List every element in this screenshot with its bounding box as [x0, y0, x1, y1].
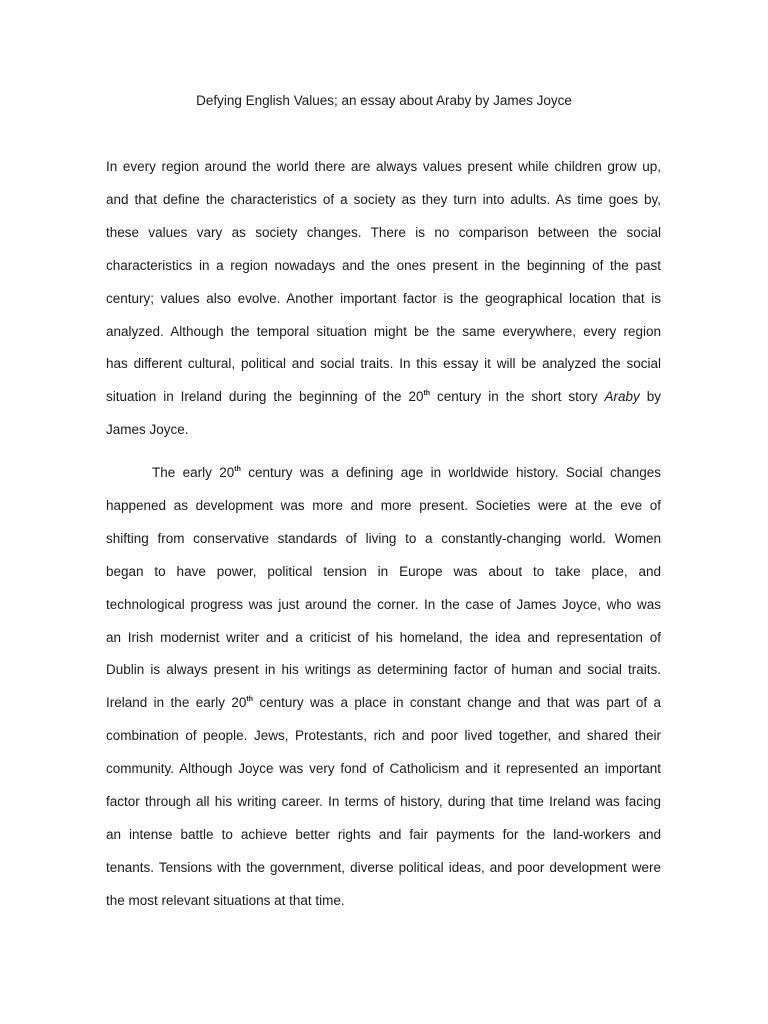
superscript-ordinal: th: [423, 390, 431, 398]
paragraph-line: [106, 381, 661, 414]
story-title-italic: Araby: [604, 389, 640, 405]
paragraph-line: combination of people. Jews, Protestants, rich and poor lived together, and shared their: [106, 728, 661, 744]
paragraph-line: characteristics in a region nowadays and the ones present in the beginning of the past: [106, 257, 661, 273]
text-segment: century was a place in constant change and that was part of a: [253, 695, 661, 711]
paragraph-line: these values vary as society changes. There is no comparison between the social: [106, 224, 661, 240]
paragraph-line: analyzed. Although the temporal situation might be the same everywhere, every region: [106, 323, 661, 339]
paragraph-line: began to have power, political tension in Europe was about to take place, and: [106, 563, 661, 579]
paragraph-line: [106, 457, 661, 490]
paragraph-line: happened as development was more and more present. Societies were at the eve of: [106, 497, 661, 513]
paragraph-line: an intense battle to achieve better rights and fair payments for the land-workers and: [106, 826, 661, 842]
superscript-ordinal: th: [246, 696, 253, 704]
text-segment: by: [639, 389, 661, 405]
paragraph-line: [106, 687, 661, 720]
paragraph-line: In every region around the world there are always values present while children grow up,: [106, 159, 661, 174]
paragraph-line: century; values also evolve. Another important factor is the geographical location that is: [106, 290, 661, 306]
paragraph-line: the most relevant situations at that time.: [106, 892, 345, 908]
paragraph-line: Dublin is always present in his writings as determining factor of human and social traits.: [106, 662, 661, 678]
text-segment: century in the short story: [430, 389, 605, 405]
paragraph-line: has different cultural, political and social traits. In this essay it will be analyzed the social: [106, 356, 661, 372]
paragraph-line: technological progress was just around the corner. In the case of James Joyce, who was: [106, 596, 661, 612]
superscript-ordinal: th: [234, 466, 241, 473]
paragraph-line: tenants. Tensions with the government, diverse political ideas, and poor development were: [106, 859, 661, 875]
text-segment: Ireland in the early 20: [106, 695, 247, 711]
paragraph-line: shifting from conservative standards of living to a constantly-changing world. Women: [106, 530, 661, 546]
paragraph-line: factor through all his writing career. In terms of history, during that time Ireland was facing: [106, 794, 661, 810]
paragraph-line: James Joyce.: [106, 422, 189, 438]
paragraph-1: [106, 151, 661, 447]
paragraph-2: [106, 457, 661, 918]
text-segment: The early 20: [152, 465, 235, 480]
text-segment: situation in Ireland during the beginning of the 20: [106, 389, 424, 405]
paragraph-line: and that define the characteristics of a society as they turn into adults. As time goes by,: [106, 191, 661, 207]
paragraph-line: an Irish modernist writer and a criticist of his homeland, the idea and representation of: [106, 629, 661, 645]
paragraph-line: community. Although Joyce was very fond of Catholicism and it represented an important: [106, 761, 661, 777]
text-segment: century was a defining age in worldwide history. Social changes: [240, 465, 661, 480]
essay-title: Defying English Values; an essay about Araby by James Joyce: [196, 93, 572, 108]
